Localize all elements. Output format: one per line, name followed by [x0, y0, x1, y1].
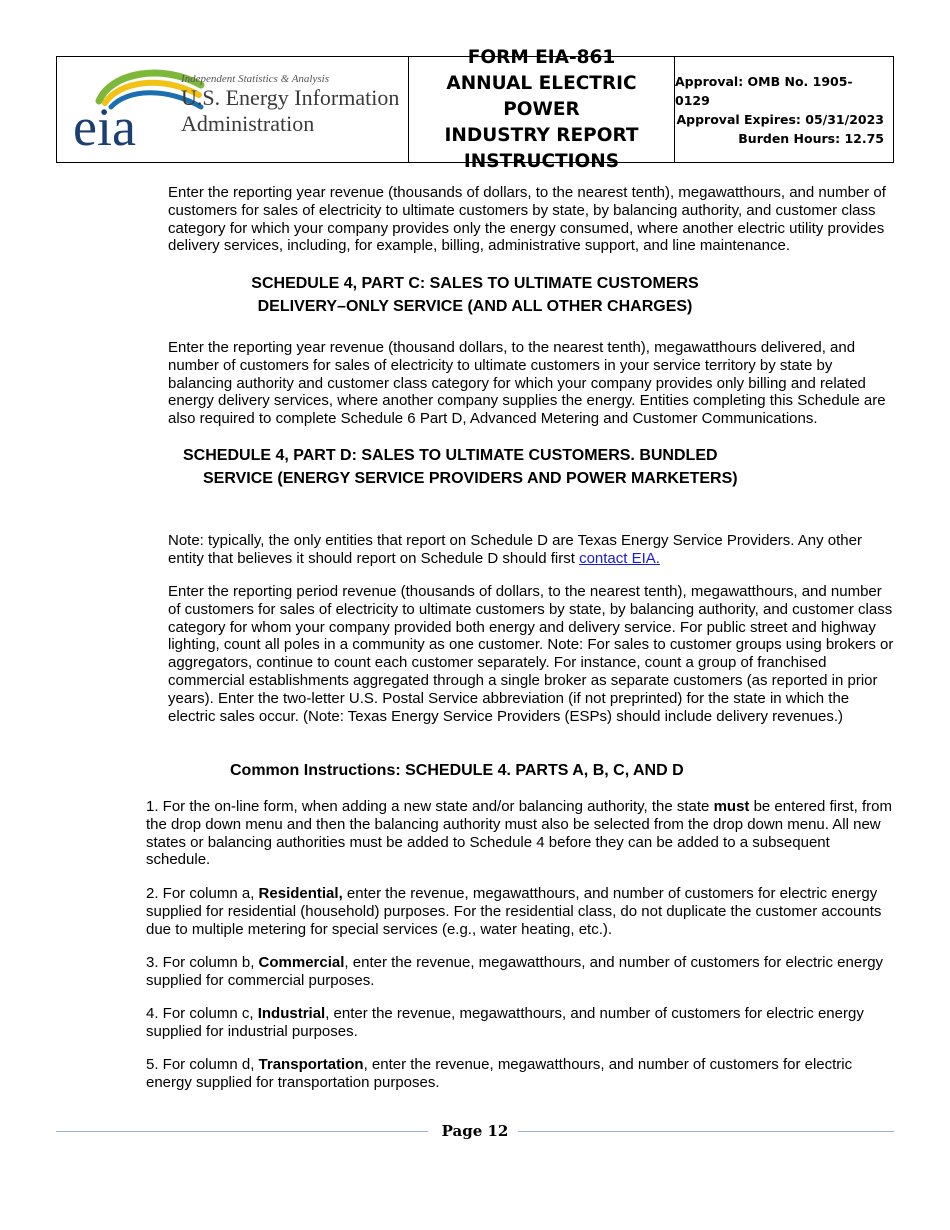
- item-text: , enter the revenue, megawatthours, and number of customers for electric energy supplied for industrial purposes.: [146, 1005, 864, 1040]
- part-c-paragraph: Enter the reporting year revenue (thousand dollars, to the nearest tenth), megawatthours delivered, and number of customers for sales of electricity to ultimate customers in your service territory by state by balancing authority and customer class category for which your company provides only billing and related energy delivery services, where another company supplies the energy. Entities completing this Schedule are also required to complete Schedule 6 Part D, Advanced Metering and Customer Communications.: [168, 339, 886, 428]
- omb-number: Approval: OMB No. 1905-0129: [675, 73, 853, 108]
- part-d-note-text: Note: typically, the only entities that report on Schedule D are Texas Energy Service Providers. Any other entity that believes it should report on Schedule D should first: [168, 532, 862, 567]
- item-text: 1. For the on-line form, when adding a new state and/or balancing authority, the state: [146, 798, 714, 815]
- logo-tagline: Independent Statistics & Analysis: [181, 73, 329, 85]
- part-b-paragraph: Enter the reporting year revenue (thousands of dollars, to the nearest tenth), megawatthours, and number of customers for sales of electricity to ultimate customers by state, by balancing authority, and customer class category for which your company provides only the energy consumed, where another electric utility provides delivery services, including, for example, billing, administrative support, and line maintenance.: [168, 184, 886, 255]
- title-line: INDUSTRY REPORT: [444, 124, 639, 146]
- logo-mark-text: eia: [73, 97, 136, 153]
- common-instructions-heading: Common Instructions: SCHEDULE 4. PARTS A, B, C, AND D: [230, 762, 684, 779]
- title-line: INSTRUCTIONS: [463, 150, 620, 172]
- approval-info: [675, 57, 893, 162]
- item-text: , enter the revenue, megawatthours, and number of customers for electric energy supplied for transportation purposes.: [146, 1056, 853, 1091]
- eia-logo-cell: [57, 57, 409, 162]
- item-bold: Transportation: [258, 1056, 364, 1073]
- item-text: 4. For column c,: [146, 1005, 258, 1022]
- item-text: 5. For column d,: [146, 1056, 259, 1073]
- item-bold: Industrial: [257, 1005, 326, 1022]
- form-title: [409, 46, 675, 172]
- logo-name-line1: U.S. Energy Information: [181, 85, 400, 110]
- item-bold: Residential,: [258, 885, 343, 902]
- item-text: be entered first, from the drop down menu and then the balancing authority must also be selected from the drop down menu. All new states or balancing authorities must be added to Schedule 4 before they can be added to a subsequent schedule.: [146, 798, 892, 869]
- instruction-item-2: [146, 885, 896, 938]
- title-line: FORM EIA-861: [467, 46, 616, 68]
- item-text: , enter the revenue, megawatthours, and number of customers for electric energy supplied for commercial purposes.: [146, 954, 884, 989]
- part-d-heading-2: SERVICE (ENERGY SERVICE PROVIDERS AND POWER MARKETERS): [203, 470, 738, 487]
- part-d-note: [168, 532, 896, 568]
- logo-name-line2: Administration: [181, 111, 315, 136]
- item-text: 3. For column b,: [146, 954, 259, 971]
- item-bold: must: [713, 798, 750, 815]
- footer-rule-left: [56, 1131, 428, 1132]
- footer-rule-right: [518, 1131, 894, 1132]
- approval-expiry: Approval Expires: 05/31/2023: [676, 111, 884, 127]
- instruction-item-3: [146, 954, 896, 990]
- part-c-heading-2: DELIVERY–ONLY SERVICE (AND ALL OTHER CHARGES): [257, 298, 693, 315]
- instruction-item-5: [146, 1056, 896, 1092]
- instruction-item-4: [146, 1005, 896, 1041]
- burden-hours: Burden Hours: 12.75: [738, 130, 884, 146]
- form-header: [56, 46, 894, 172]
- page-number: Page 12: [441, 1122, 509, 1140]
- item-text: 2. For column a,: [146, 885, 259, 902]
- contact-eia-link[interactable]: contact EIA.: [579, 549, 660, 567]
- item-bold: Commercial: [258, 954, 345, 971]
- part-d-paragraph: Enter the reporting period revenue (thousands of dollars, to the nearest tenth), megawatthours, and number of customers for sales of electricity to ultimate customers by state, by balancing authority, and customer class category for whom your company provided both energy and delivery service. For public street and highway lighting, count all poles in a community as one customer. Note: For sales to customer groups using brokers or aggregators, continue to count each customer separately. For instance, count a group of franchised commercial establishments aggregated through a single broker as separate customers (as reported in prior years). Enter the two-letter U.S. Postal Service abbreviation (if not preprinted) for the state in which the electric sales occur. (Note: Texas Energy Service Providers (ESPs) should include delivery revenues.): [168, 583, 894, 725]
- logo-text: [181, 73, 399, 137]
- part-d-heading-1: SCHEDULE 4, PART D: SALES TO ULTIMATE CUSTOMERS. BUNDLED: [183, 447, 718, 464]
- instruction-item-1: [146, 798, 896, 869]
- title-line: ANNUAL ELECTRIC POWER: [446, 72, 637, 120]
- part-c-heading-1: SCHEDULE 4, PART C: SALES TO ULTIMATE CUSTOMERS: [251, 275, 699, 292]
- item-text: enter the revenue, megawatthours, and number of customers for electric energy supplied for residential (household) purposes. For the residential class, do not duplicate the customer accounts due to multiple metering for special services (e.g., water heating, etc.).: [146, 885, 882, 938]
